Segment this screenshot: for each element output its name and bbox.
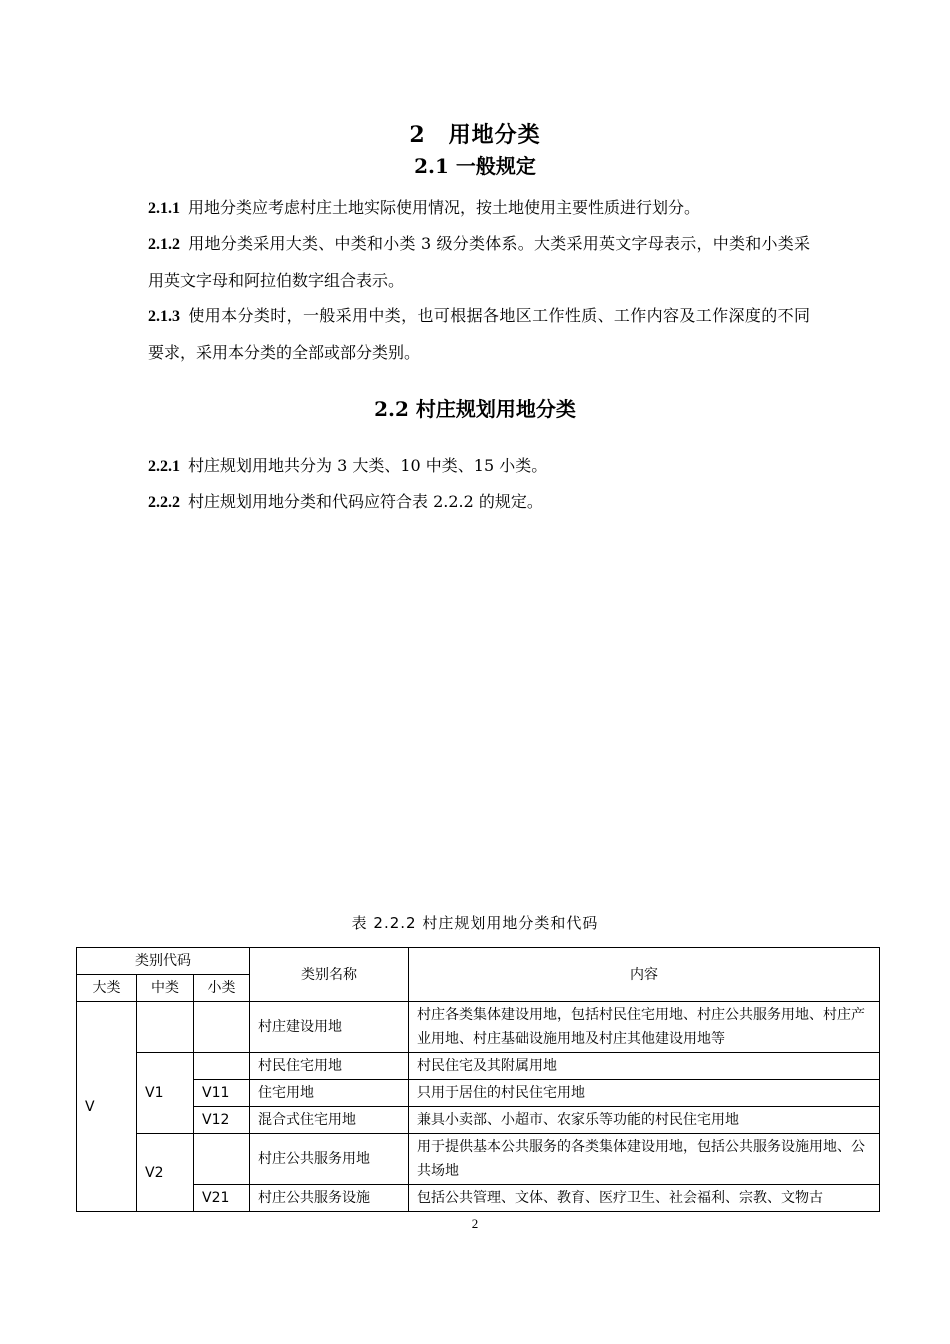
cell-minor: V12 [194,1107,250,1134]
cell-minor [194,1134,250,1185]
table-row [77,1107,880,1134]
cell-content: 兼具小卖部、小超市、农家乐等功能的村民住宅用地 [409,1107,880,1134]
table-row [77,1134,880,1185]
table-row [77,1053,880,1080]
clause-2-1-2 [148,226,810,299]
cell-major: V [77,1002,137,1212]
clause-text: 用地分类应考虑村庄土地实际使用情况，按土地使用主要性质进行划分。 [188,198,701,217]
clause-2-2-1 [148,448,810,485]
cell-minor: V11 [194,1080,250,1107]
table-row [77,1185,880,1212]
clause-number: 2.2.2 [148,494,180,511]
clause-2-2-2 [148,484,810,521]
table-row [77,1080,880,1107]
clause-2-1-1 [148,190,810,227]
header-minor: 小类 [194,975,250,1002]
clause-2-1-3 [148,298,810,371]
table-header-row [77,948,880,975]
chapter-title: 2 用地分类 [409,122,541,148]
section-title-2-1: 2.1 一般规定 [414,154,536,178]
clause-number: 2.1.2 [148,236,180,253]
cell-name: 混合式住宅用地 [250,1107,409,1134]
cell-minor: V21 [194,1185,250,1212]
clause-number: 2.1.1 [148,200,180,217]
clause-text: 使用本分类时，一般采用中类，也可根据各地区工作性质、工作内容及工作深度的不同要求，采用本分类的全部或部分类别。 [148,306,810,362]
cell-content: 村民住宅及其附属用地 [409,1053,880,1080]
header-medium: 中类 [137,975,194,1002]
land-use-code-table [76,947,880,1212]
header-code-group: 类别代码 [77,948,250,975]
cell-medium [137,1002,194,1053]
cell-content: 村庄各类集体建设用地，包括村民住宅用地、村庄公共服务用地、村庄产业用地、村庄基础设施用地及村庄其他建设用地等 [409,1002,880,1053]
cell-name: 住宅用地 [250,1080,409,1107]
table-caption: 表 2.2.2 村庄规划用地分类和代码 [351,914,599,932]
header-major: 大类 [77,975,137,1002]
clause-text: 村庄规划用地分类和代码应符合表 2.2.2 的规定。 [188,492,543,511]
clause-number: 2.2.1 [148,458,180,475]
cell-medium: V1 [137,1053,194,1134]
cell-minor [194,1053,250,1080]
cell-medium: V2 [137,1134,194,1212]
clause-number: 2.1.3 [148,308,180,325]
header-content: 内容 [409,948,880,1002]
table-row [77,1002,880,1053]
cell-minor [194,1002,250,1053]
cell-name: 村庄公共服务用地 [250,1134,409,1185]
cell-name: 村庄公共服务设施 [250,1185,409,1212]
section-title-2-2: 2.2 村庄规划用地分类 [374,397,576,421]
cell-content: 包括公共管理、文体、教育、医疗卫生、社会福利、宗教、文物古 [409,1185,880,1212]
cell-content: 只用于居住的村民住宅用地 [409,1080,880,1107]
clause-text: 用地分类采用大类、中类和小类 3 级分类体系。大类采用英文字母表示，中类和小类采用英文字母和阿拉伯数字组合表示。 [148,234,810,290]
header-name: 类别名称 [250,948,409,1002]
cell-name: 村民住宅用地 [250,1053,409,1080]
clause-text: 村庄规划用地共分为 3 大类、10 中类、15 小类。 [188,456,548,475]
page-number: 2 [471,1216,479,1231]
cell-content: 用于提供基本公共服务的各类集体建设用地，包括公共服务设施用地、公共场地 [409,1134,880,1185]
cell-name: 村庄建设用地 [250,1002,409,1053]
